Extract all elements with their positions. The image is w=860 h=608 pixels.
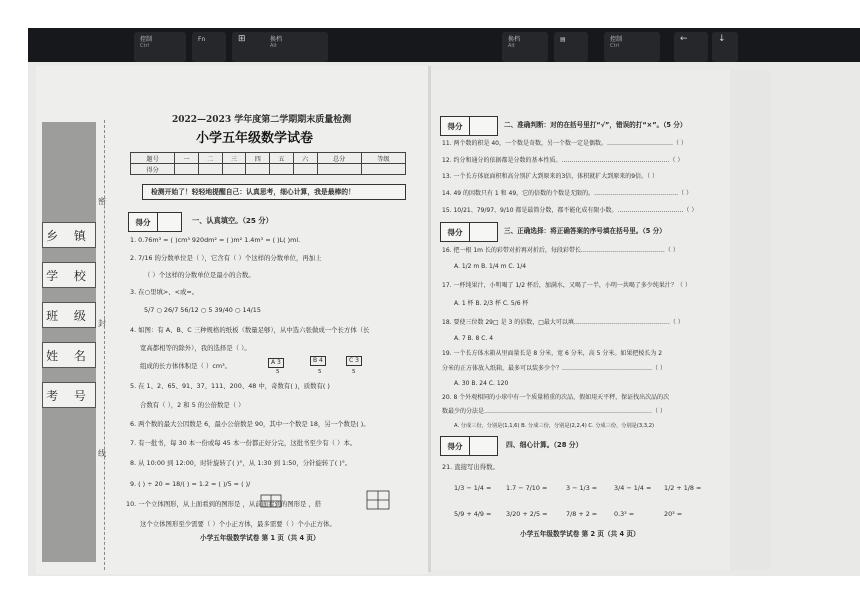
card-c xyxy=(346,356,362,366)
score-table-header: 题号 xyxy=(131,153,175,164)
calc-item: 3 − 1/3 = xyxy=(566,484,598,492)
choice-item: 分米的正方体放入纸箱，最多可以装多少个？………………………………………（ ） xyxy=(442,365,666,372)
score-table-header: 等级 xyxy=(361,153,405,164)
choice-item: 20. 8 个外观相同的小球中有一个质量稍重的次品，假如用天平秤，保证找出次品的次 xyxy=(442,394,670,401)
menu-key: ▤ xyxy=(554,32,588,62)
question-line: 4. 如图：有 A、B、C 三种规格的纸板（数量足够），从中选六张做成一个长方体（长 xyxy=(130,326,370,334)
choice-options: A. 1 杯 B. 2/3 杯 C. 5/6 杯 xyxy=(454,300,529,307)
question-line: 10. 一个立体图形，从上面看到的图形是 ，从前面看到的图形是 ，搭 xyxy=(126,500,322,508)
exam-title: 2022—2023 学年度第二学期期末质量检测 xyxy=(172,115,352,125)
calc-item: 0.3³ = xyxy=(614,510,635,518)
name-field: 姓 名 xyxy=(42,342,96,368)
fn-key: Fn xyxy=(192,32,226,62)
card-b-width: 5 xyxy=(318,369,322,375)
calc-item: 1/3 − 1/4 = xyxy=(454,484,492,492)
sidebar-gap xyxy=(42,248,96,262)
sidebar-gap xyxy=(42,368,96,382)
seal-char: 封 xyxy=(98,319,106,328)
sidebar-gap xyxy=(42,328,96,342)
school-field: 学 校 xyxy=(42,262,96,288)
score-table-header: 四 xyxy=(246,153,270,164)
question-line: 7. 有一批书，每 30 本一份或每 45 本一份都正好分完，这批书至少有（ ）本。 xyxy=(130,439,357,447)
judgement-item: 13. 一个长方体底面积和高分别扩大到原来的3倍，体积就扩大到原来的9倍。（ ） xyxy=(442,173,658,180)
choice-item: 19. 一个长方体水箱从里面量长是 8 分米，宽 6 分米，高 5 分米。如果把棱长为 2 xyxy=(442,350,663,357)
score-table-header: 二 xyxy=(198,153,222,164)
score-table-cell xyxy=(222,164,246,175)
sidebar-gap xyxy=(42,288,96,302)
judgement-item: 14. 49 的因数只有 1 和 49，它的倍数的个数是无限的。……………………………………（ ） xyxy=(442,190,693,197)
sidebar-shaded-area xyxy=(42,122,96,222)
calc-item: 3/20 + 2/5 = xyxy=(506,510,548,518)
class-field: 班 级 xyxy=(42,302,96,328)
score-table-header: 五 xyxy=(270,153,294,164)
arrow-left-key: ← xyxy=(674,32,708,62)
card-b xyxy=(310,356,326,366)
score-label: 得分 xyxy=(441,437,470,455)
card-c-length: 3 xyxy=(355,357,359,364)
section1-score-box xyxy=(128,212,182,232)
score-summary-table xyxy=(130,152,406,175)
choice-options: A. 分成三份，分别是(1,1,6) B. 分成三份，分别是(2,2,4) C. 分成三份，分别是(3,3,2) xyxy=(454,423,655,429)
sidebar-shaded-area xyxy=(42,408,96,562)
front-view-figure xyxy=(366,490,390,510)
score-table-cell xyxy=(361,164,405,175)
card-b-length: 4 xyxy=(319,357,323,364)
page-fold xyxy=(428,66,431,572)
question-line: 组成的长方体体积是（ ）cm³。 xyxy=(140,362,232,370)
page1-footer: 小学五年级数学试卷 第 1 页（共 4 页） xyxy=(200,534,320,542)
section4-score-box xyxy=(440,436,498,456)
calc-item: 20³ = xyxy=(664,510,683,518)
score-label: 得分 xyxy=(441,223,470,241)
section3-score-box xyxy=(440,222,498,242)
judgement-item: 11. 两个数的积是 40，一个数是奇数，另一个数一定是偶数。……………………………（ ） xyxy=(442,140,687,147)
question-line: 5/7 ○ 26/7 56/12 ○ 5 39/40 ○ 14/15 xyxy=(144,306,261,314)
score-label: 得分 xyxy=(441,117,470,135)
question-line: 5. 在 1、2、65、91、37、111、200、48 中，奇数有( )，质数有( ) xyxy=(130,382,330,390)
ctrl-key-right: 控制 Ctrl xyxy=(604,32,660,62)
arrow-down-key: ↓ xyxy=(712,32,738,62)
question-line: （ ）个这样的分数单位是最小的合数。 xyxy=(144,271,255,279)
score-table-cell xyxy=(175,164,199,175)
card-b-label: B xyxy=(313,357,318,364)
reminder-text: 检测开始了！轻轻地提醒自己：认真思考，细心计算，我是最棒的！ xyxy=(151,188,355,196)
section3-heading: 三、正确选择：将正确答案的序号填在括号里。（5 分） xyxy=(504,227,666,235)
top-view-figure xyxy=(260,494,282,508)
calc-item: 5/9 + 4/9 = xyxy=(454,510,492,518)
card-a-width: 5 xyxy=(276,369,280,375)
score-table-cell xyxy=(317,164,361,175)
score-label: 得分 xyxy=(129,213,158,231)
seal-line xyxy=(104,120,105,570)
card-a-label: A xyxy=(271,359,276,366)
alt-key-right: 换档 Alt xyxy=(502,32,548,62)
calc-item: 7/8 + 2 = xyxy=(566,510,598,518)
reminder-banner xyxy=(142,184,406,200)
score-table-cell xyxy=(270,164,294,175)
windows-key: ⊞ xyxy=(232,32,266,62)
question-line: 这个立体图形至少需要（ ）个小正方体，最多需要（ ）个小正方体。 xyxy=(140,520,336,528)
section2-heading: 二、准确判断：对的在括号里打“√”，错误的打“×”。（5 分） xyxy=(504,121,687,129)
choice-item: 数最少的分法是…………………………………………………………………………（ ） xyxy=(442,408,666,415)
choice-options: A. 1/2 m B. 1/4 m C. 1/4 xyxy=(454,263,527,270)
score-table-header: 六 xyxy=(293,153,317,164)
calc-item: 1.7 − 7/10 = xyxy=(506,484,548,492)
judgement-item: 12. 约分和通分的依据都是分数的基本性质。………………………………………………（ ） xyxy=(442,157,684,164)
card-a-length: 3 xyxy=(277,359,281,366)
card-a xyxy=(268,358,284,368)
ctrl-key-left: 控制 Ctrl xyxy=(134,32,186,62)
choice-item: 17. 一杯纯果汁，小明喝了 1/2 杯后，加满水，又喝了一半，小明一共喝了多少纯果汁？（ ） xyxy=(442,282,691,289)
section4-heading: 四、细心计算。（28 分） xyxy=(506,441,583,449)
question-line: 合数有（ ），2 和 5 的公倍数是（ ） xyxy=(140,401,245,409)
alt-key-left: 换档 Alt xyxy=(264,32,328,62)
seal-char: 密 xyxy=(98,197,106,206)
choice-options: A. 30 B. 24 C. 120 xyxy=(454,380,509,387)
exam-subtitle: 小学五年级数学试卷 xyxy=(196,131,314,146)
calc-item: 1/2 + 1/8 = xyxy=(664,484,702,492)
score-table-header: 一 xyxy=(175,153,199,164)
card-c-label: C xyxy=(349,357,354,364)
score-table-header: 三 xyxy=(222,153,246,164)
question-line: 3. 在○里填>、<或=。 xyxy=(130,288,199,296)
question-line: 2. 7/16 的分数单位是（ ），它含有（ ）个这样的分数单位，再加上 xyxy=(130,254,322,262)
seal-char: 线 xyxy=(98,449,106,458)
choice-item: 18. 要使三位数 29□ 是 3 的倍数，□最大可以填…………………………………………（ ） xyxy=(442,319,684,326)
choice-options: A. 7 B. 8 C. 4 xyxy=(454,335,494,342)
question-line: 宽高都相等的除外），我的选择是（ ）。 xyxy=(140,344,251,352)
question-line: 9. ( ) ÷ 20 = 18/( ) = 1.2 = ( )/5 = ( )/ xyxy=(130,480,251,488)
page2-footer: 小学五年级数学试卷 第 2 页（共 4 页） xyxy=(520,530,640,538)
section4-intro: 21. 直接写出得数。 xyxy=(442,463,499,471)
student-info-sidebar xyxy=(42,122,96,562)
section1-heading: 一、认真填空。（25 分） xyxy=(192,216,273,225)
card-c-width: 5 xyxy=(352,369,356,375)
score-table-cell xyxy=(198,164,222,175)
question-line: 8. 从 10:00 到 12:00，时针旋转了( )°，从 1:30 到 1:50，分针旋转了( )°。 xyxy=(130,459,352,467)
calc-item: 3/4 − 1/4 = xyxy=(614,484,652,492)
question-line: 6. 两个数的最大公因数是 6，最小公倍数是 90，其中一个数是 18，另一个数是( )。 xyxy=(130,420,370,428)
score-table-cell: 得分 xyxy=(131,164,175,175)
township-field: 乡 镇 xyxy=(42,222,96,248)
score-table-cell xyxy=(246,164,270,175)
score-table-header: 总分 xyxy=(317,153,361,164)
exam-page-margin xyxy=(730,70,770,570)
score-table-cell xyxy=(293,164,317,175)
question-line: 1. 0.76m³ = ( )cm³ 920dm² = ( )m² 1.4m³ = ( )L( )ml. xyxy=(130,236,301,244)
choice-item: 16. 把一根 1m 长的彩带对折再对折后，每段彩带长……………………………………（ ） xyxy=(442,247,679,254)
section2-score-box xyxy=(440,116,498,136)
exam-number-field: 考 号 xyxy=(42,382,96,408)
judgement-item: 15. 10/21、79/97、9/10 都是最简分数，都不能化成有限小数。……………………………（ ） xyxy=(442,207,698,214)
